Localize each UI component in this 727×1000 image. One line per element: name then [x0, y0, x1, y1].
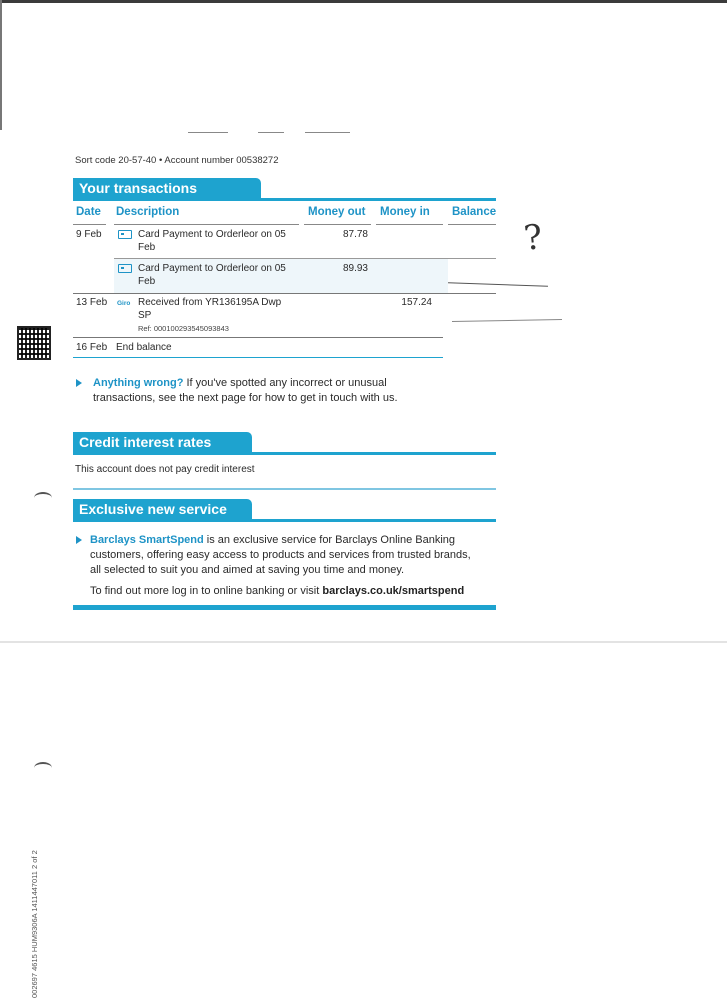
col-sep — [448, 224, 496, 225]
row2-desc-line1: Card Payment to Orderleor on 05 — [138, 263, 286, 274]
credit-rule — [73, 452, 496, 455]
exclusive-bottom-rule — [73, 605, 496, 610]
credit-header: Credit interest rates — [73, 432, 252, 453]
exclusive-cta — [90, 584, 500, 599]
smartspend-brand: Barclays SmartSpend — [90, 534, 204, 546]
row3-ref: Ref: 000100293545093843 — [138, 324, 229, 333]
row1-desc-line2: Feb — [138, 242, 156, 253]
top-dash — [258, 132, 284, 133]
col-sep — [73, 224, 106, 225]
smartspend-link[interactable]: barclays.co.uk/smartspend — [322, 585, 465, 597]
punch-hole — [34, 492, 52, 504]
notice-heading: Anything wrong? — [93, 377, 184, 389]
exclusive-line1 — [90, 533, 500, 548]
notice-text-1: If you've spotted any incorrect or unusual — [186, 377, 387, 389]
handwritten-question-mark: ? — [521, 217, 545, 259]
row3-desc-line1: Received from YR136195A Dwp — [138, 297, 282, 308]
footer-code: 002697 4615 HUM9306A 1411447011 2 of 2 — [30, 850, 39, 998]
arrow-icon — [76, 379, 82, 387]
transactions-rule — [73, 198, 496, 201]
transactions-header: Your transactions — [73, 178, 261, 199]
qr-code-frame — [17, 326, 51, 360]
notice-line1 — [93, 376, 493, 391]
notice-line2: transactions, see the next page for how to get in touch with us. — [93, 392, 398, 404]
col-balance: Balance — [452, 206, 497, 218]
sort-code-line: Sort code 20-57-40 • Account number 00538272 — [75, 155, 279, 166]
col-sep — [114, 224, 299, 225]
row2-money-out: 89.93 — [342, 263, 368, 274]
end-rule — [73, 357, 443, 358]
giro-tag: Giro — [117, 300, 131, 307]
col-sep — [376, 224, 443, 225]
cta-text: To find out more log in to online banking or visit — [90, 585, 323, 597]
pen-line — [448, 282, 548, 286]
credit-bottom-rule — [73, 488, 496, 490]
arrow-icon — [76, 536, 82, 544]
end-balance-label: End balance — [116, 342, 172, 353]
pen-line — [452, 319, 562, 322]
exclusive-text-1: is an exclusive service for Barclays Online Banking — [203, 534, 455, 546]
row-divider — [73, 337, 443, 338]
card-icon — [118, 230, 132, 239]
col-date: Date — [76, 206, 101, 218]
row-divider — [73, 293, 496, 294]
scan-top-edge — [0, 0, 727, 3]
scan-left-edge — [0, 0, 2, 130]
col-description: Description — [116, 206, 180, 218]
punch-hole — [34, 762, 52, 774]
row3-date: 13 Feb — [76, 297, 108, 308]
top-dash — [188, 132, 228, 133]
paper-fold — [0, 641, 727, 643]
card-icon — [118, 264, 132, 273]
end-date: 16 Feb — [76, 342, 108, 353]
credit-text: This account does not pay credit interest — [75, 464, 255, 475]
col-money-in: Money in — [380, 206, 430, 218]
top-dash — [305, 132, 350, 133]
exclusive-header: Exclusive new service — [73, 499, 252, 520]
exclusive-line3: all selected to suit you and aimed at saving you time and money. — [90, 564, 405, 576]
row1-money-out: 87.78 — [342, 229, 368, 240]
exclusive-rule — [73, 519, 496, 522]
exclusive-line2: customers, offering easy access to products and services from trusted brands, — [90, 549, 471, 561]
row3-desc-line2: SP — [138, 310, 152, 321]
col-money-out: Money out — [308, 206, 366, 218]
row3-money-in: 157.24 — [401, 297, 432, 308]
row1-desc-line1: Card Payment to Orderleor on 05 — [138, 229, 286, 240]
row2-desc-line2: Feb — [138, 276, 156, 287]
col-sep — [304, 224, 371, 225]
row1-date: 9 Feb — [76, 229, 102, 240]
